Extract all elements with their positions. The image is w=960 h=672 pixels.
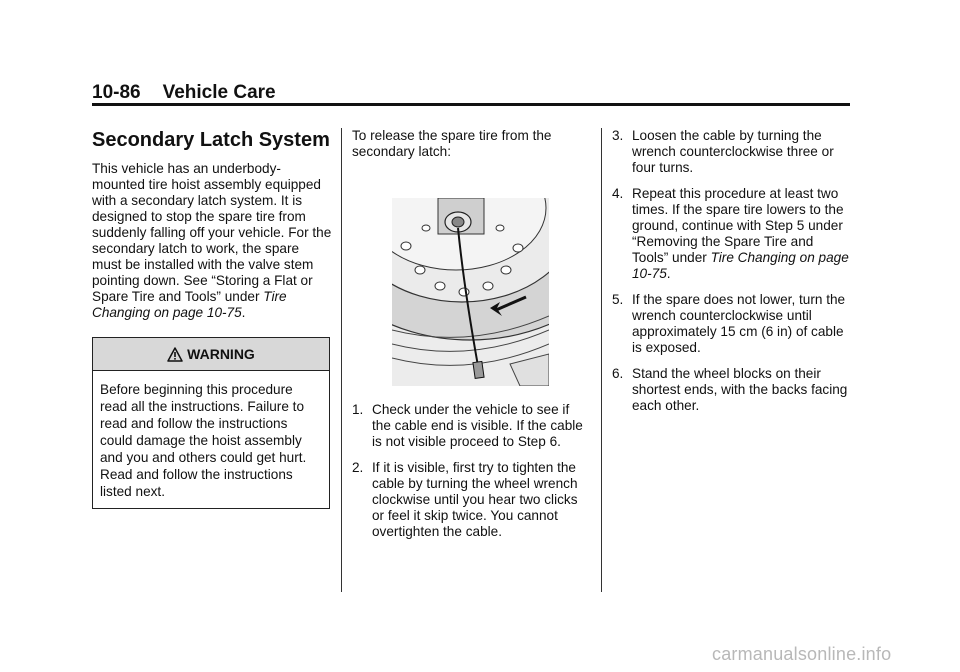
warning-header [93,338,329,371]
warning-label: WARNING [187,346,255,362]
warning-triangle-icon [167,347,183,362]
procedure-intro: To release the spare tire from the secondary latch: [352,128,552,159]
step-text: Check under the vehicle to see if the cable end is visible. If the cable is not visible proceed to Step 6. [372,402,583,449]
watermark: carmanualsonline.info [712,644,892,664]
column-1 [92,128,332,509]
spare-tire-illustration [392,198,549,386]
step-item [612,366,852,414]
step-item [612,128,852,176]
step-number: 1. [352,402,364,417]
step-item [612,292,852,356]
section-name: Vehicle Care [162,82,276,103]
spare-tire-drawing [392,198,549,386]
step-item [612,186,852,282]
page-header [92,82,276,104]
step-text: Loosen the cable by turning the wrench counterclockwise three or four turns. [632,128,834,175]
step-text: If it is visible, first try to tighten the cable by turning the wheel wrench clockwise until you hear two clicks or feel it skip twice. You cannot overtighten the cable. [372,460,578,539]
step-item [352,402,588,450]
step-item [352,460,588,540]
step-text: Repeat this procedure at least two times. If the spare tire lowers to the ground, continue with Step 5 under “Removing the Spare Tire and Tools” under [632,186,844,265]
page-number: 10-86 [92,82,141,103]
step-text: Stand the wheel blocks on their shortest ends, with the backs facing each other. [632,366,848,413]
intro-paragraph [92,161,332,321]
column-2 [352,128,588,550]
warning-text: Before beginning this procedure read all the instructions. Failure to read and follow the instructions could damage the hoist assembly and you and others could get hurt. Read and follow the instructions listed next. [100,382,307,499]
intro-text: This vehicle has an underbody-mounted tire hoist assembly equipped with a secondary latch system. It is designed to stop the spare tire from suddenly falling off your vehicle. For the secondary latch to work, the spare must be installed with the valve stem pointing down. See “Storing a Flat or Spare Tire and Tools” under [92,161,332,304]
step-number: 3. [612,128,624,143]
cross-reference-link: Tire Changing on page 10-75 [92,289,287,320]
step-text: If the spare does not lower, turn the wrench counterclockwise until approximately 15 cm (6 in) of cable is exposed. [632,292,846,355]
column-3 [612,128,852,424]
procedure-steps-2 [612,128,852,414]
step-number: 4. [612,186,624,201]
procedure-steps-1 [352,402,588,540]
column-divider-1 [341,128,342,592]
header-rule [92,103,850,106]
step-text-end: . [666,266,671,281]
step-number: 6. [612,366,624,381]
section-title: Secondary Latch System [92,129,330,151]
cross-reference-link: Tire Changing on page 10-75 [632,250,849,281]
step-number: 2. [352,460,364,475]
intro-end: . [241,305,246,320]
step-number: 5. [612,292,624,307]
column-divider-2 [601,128,602,592]
warning-box [92,337,330,509]
